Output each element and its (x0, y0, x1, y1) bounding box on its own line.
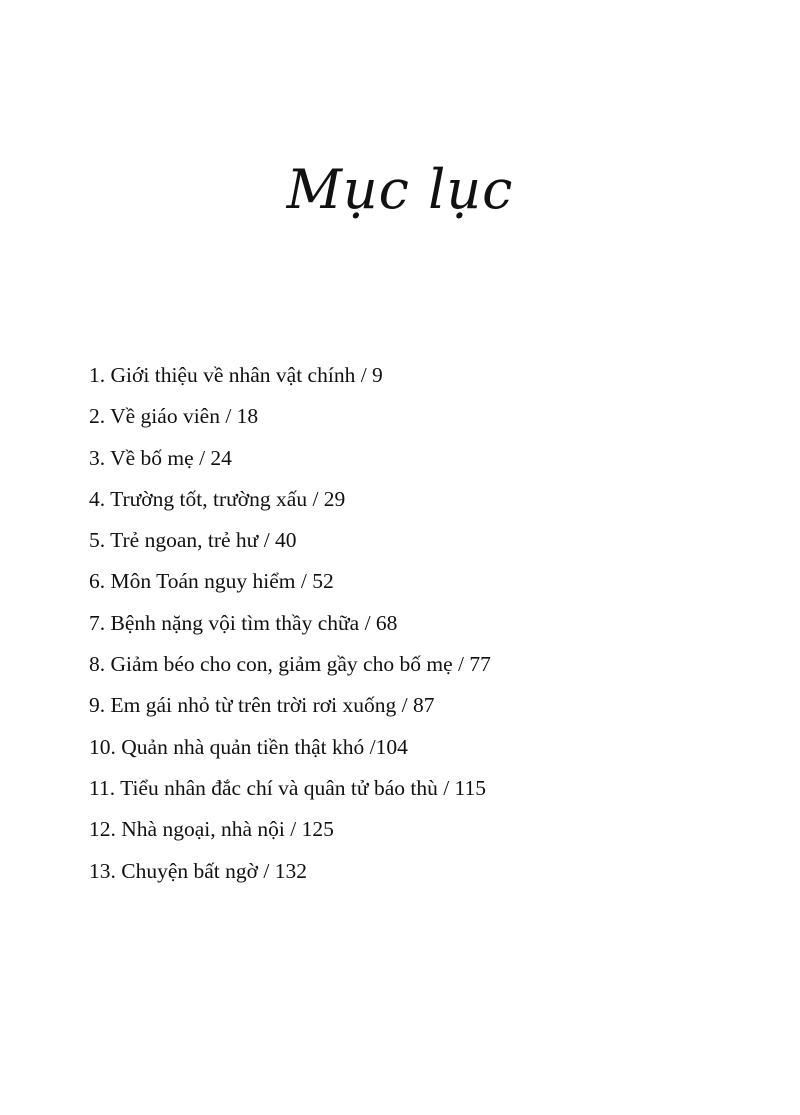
toc-entry: 1. Giới thiệu về nhân vật chính / 9 (89, 363, 383, 387)
toc-entry: 11. Tiểu nhân đắc chí và quân tử báo thù / 115 (89, 775, 487, 800)
toc-entry: 2. Về giáo viên / 18 (89, 404, 259, 429)
toc-entry: 8. Giảm béo cho con, giảm gầy cho bố mẹ / 77 (89, 652, 491, 677)
toc-entry: 10. Quản nhà quản tiền thật khó /104 (89, 734, 408, 759)
toc-entry: 13. Chuyện bất ngờ / 132 (89, 858, 307, 883)
toc-entry: 6. Môn Toán nguy hiểm / 52 (89, 569, 334, 594)
toc-entry: 9. Em gái nhỏ từ trên trời rơi xuống / 87 (89, 693, 435, 718)
toc-entry: 5. Trẻ ngoan, trẻ hư / 40 (89, 528, 297, 553)
toc-entry: 12. Nhà ngoại, nhà nội / 125 (89, 817, 334, 842)
toc-entry: 4. Trường tốt, trường xấu / 29 (89, 486, 346, 511)
toc-entry: 3. Về bố mẹ / 24 (89, 445, 232, 470)
toc-entry: 7. Bệnh nặng vội tìm thầy chữa / 68 (89, 610, 398, 635)
page-title: Mục lục (286, 158, 514, 221)
table-of-contents (89, 355, 491, 892)
